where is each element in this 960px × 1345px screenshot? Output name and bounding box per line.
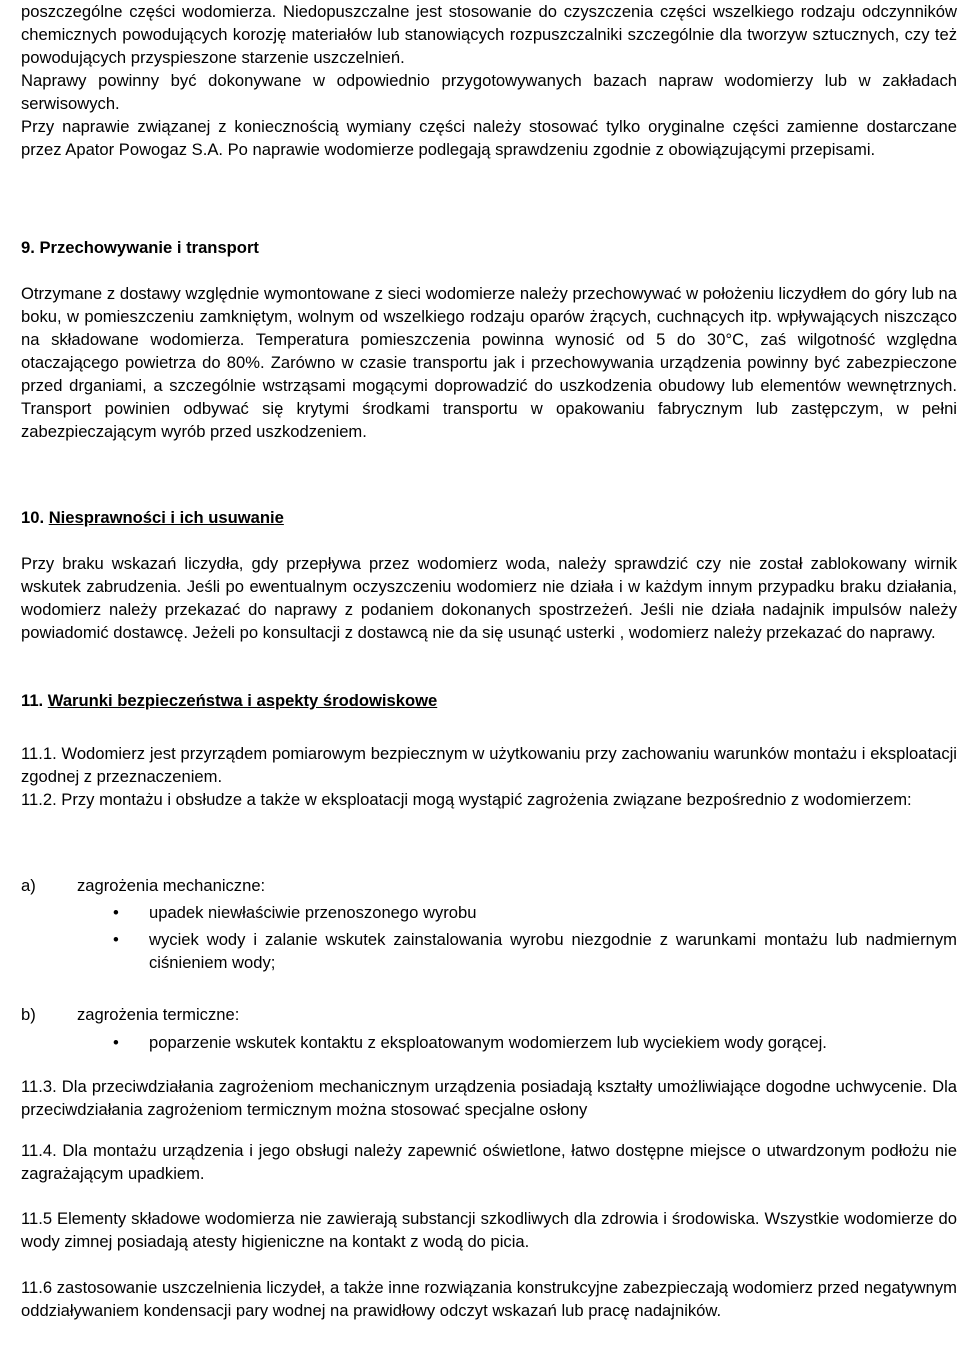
paragraph-11-3: 11.3. Dla przeciwdziałania zagrożeniom mechanicznym urządzenia posiadają kształty umożliwiające dogodne uchwycenie. Dla przeciwdziałania zagrożeniom termicznym można stosować specjalne osłony <box>21 1077 957 1119</box>
paragraph-11-2: 11.2. Przy montażu i obsłudze a także w eksploatacji mogą wystąpić zagrożenia związane bezpośrednio z wodomierzem: <box>21 790 912 809</box>
section-10-body: Przy braku wskazań liczydła, gdy przepływa przez wodomierz woda, należy sprawdzić czy nie został zablokowany wirnik wskutek zabrudzenia. Jeśli po ewentualnym oczyszczeniu wodomierz nie działa i w każdym innym przypadku braku działania, wodomierz należy przekazać do naprawy z podaniem dokonanych spostrzeżeń. Jeśli nie działa nadajnik impulsów należy powiadomić dostawcę. Jeżeli po konsultacji z dostawcą nie da się usunąć usterki , wodomierz należy przekazać do naprawy. <box>21 554 957 642</box>
list-item: • poparzenie wskutek kontaktu z eksploatowanym wodomierzem lub wyciekiem wody gorącej. <box>113 1033 827 1052</box>
hazard-b-header <box>21 1003 957 1026</box>
hazard-b-list <box>21 1031 957 1054</box>
hazard-group-b <box>21 1003 957 1054</box>
hazard-a-marker: a) <box>21 876 36 895</box>
section-10-heading <box>21 506 957 529</box>
intro-paragraph-repairs: Naprawy powinny być dokonywane w odpowiednio przygotowywanych bazach napraw wodomierzy lub w zakładach serwisowych. <box>21 71 957 113</box>
section-10-number: 10. <box>21 508 45 527</box>
paragraph-11-1: 11.1. Wodomierz jest przyrządem pomiarowym bezpiecznym w użytkowaniu przy zachowaniu warunków montażu i eksploatacji zgodnej z przeznaczeniem. <box>21 744 957 786</box>
list-item: • wyciek wody i zalanie wskutek zainstalowania wyrobu niezgodnie z warunkami montażu lub nadmiernym ciśnieniem wody; <box>113 930 957 972</box>
section-9-heading <box>21 236 957 259</box>
section-11-4 <box>21 1139 957 1185</box>
section-9-body: Otrzymane z dostawy względnie wymontowane z sieci wodomierze należy przechowywać w położeniu liczydłem do góry lub na boku, w pomieszczeniu zamkniętym, wolnym od wszelkiego rodzaju oparów żrących, cuchnących itp. wpływających niszcząco na składowane wodomierza. Temperatura pomieszczenia powinna wynosić od 5 do 30°C, zaś wilgotność względna otaczającego powietrza do 80%. Zarówno w czasie transportu jak i przechowywania urządzenia powinny być zabezpieczone przed drganiami, a szczególnie wstrząsami mogącymi doprowadzić do uszkodzenia obudowy lub elementów wewnętrznych. Transport powinien odbywać się krytymi środkami transportu w opakowaniu fabrycznym lub zastępczym, w pełni zabezpieczającym wyrób przed uszkodzeniem. <box>21 284 957 441</box>
section-11-1 <box>21 742 957 811</box>
hazard-group-a <box>21 874 957 974</box>
paragraph-11-6: 11.6 zastosowanie uszczelnienia liczydeł, a także inne rozwiązania konstrukcyjne zabezpieczają wodomierz przed negatywnym oddziaływaniem kondensacji pary wodnej na prawidłowy odczyt wskazań lub pracę nadajników. <box>21 1278 957 1320</box>
list-item: • upadek niewłaściwie przenoszonego wyrobu <box>113 903 477 922</box>
bullet-icon: • <box>113 1033 119 1052</box>
section-11-6 <box>21 1276 957 1322</box>
section-11 <box>21 689 957 712</box>
hazard-a-header <box>21 874 957 897</box>
paragraph-11-4: 11.4. Dla montażu urządzenia i jego obsługi należy zapewnić oświetlone, łatwo dostępne miejsce o utwardzonym podłożu nie zagrażającym upadkiem. <box>21 1141 957 1183</box>
section-11-3 <box>21 1075 957 1121</box>
hazard-a-list <box>21 901 957 974</box>
section-9-number: 9. <box>21 238 35 257</box>
section-9 <box>21 236 957 443</box>
hazard-a-label: zagrożenia mechaniczne: <box>77 876 266 895</box>
hazard-b-marker: b) <box>21 1005 36 1024</box>
paragraph-11-5: 11.5 Elementy składowe wodomierza nie zawierają substancji szkodliwych dla zdrowia i środowiska. Wszystkie wodomierze do wody zimnej posiadają atesty higieniczne na kontakt z wodą do picia. <box>21 1209 957 1251</box>
section-11-5 <box>21 1207 957 1253</box>
intro-section <box>21 0 957 161</box>
section-10 <box>21 506 957 644</box>
section-11-title: Warunki bezpieczeństwa i aspekty środowiskowe <box>47 691 438 710</box>
bullet-icon: • <box>113 903 119 922</box>
section-11-number: 11. <box>21 691 44 710</box>
hazard-b-label: zagrożenia termiczne: <box>77 1005 240 1024</box>
section-11-heading <box>21 689 957 712</box>
intro-paragraph-cleaning: poszczególne części wodomierza. Niedopuszczalne jest stosowanie do czyszczenia części wszelkiego rodzaju odczynników chemicznych powodujących korozję materiałów lub stanowiących rozpuszczalniki szczególnie dla tworzyw sztucznych, czy też powodujących przyspieszone starzenie uszczelnień. <box>21 2 957 67</box>
bullet-icon: • <box>113 930 119 949</box>
section-10-title: Niesprawności i ich usuwanie <box>48 508 284 527</box>
intro-paragraph-parts: Przy naprawie związanej z koniecznością wymiany części należy stosować tylko oryginalne części zamienne dostarczane przez Apator Powogaz S.A. Po naprawie wodomierze podlegają sprawdzeniu zgodnie z obowiązującymi przepisami. <box>21 117 957 159</box>
section-9-title: Przechowywanie i transport <box>39 238 259 257</box>
